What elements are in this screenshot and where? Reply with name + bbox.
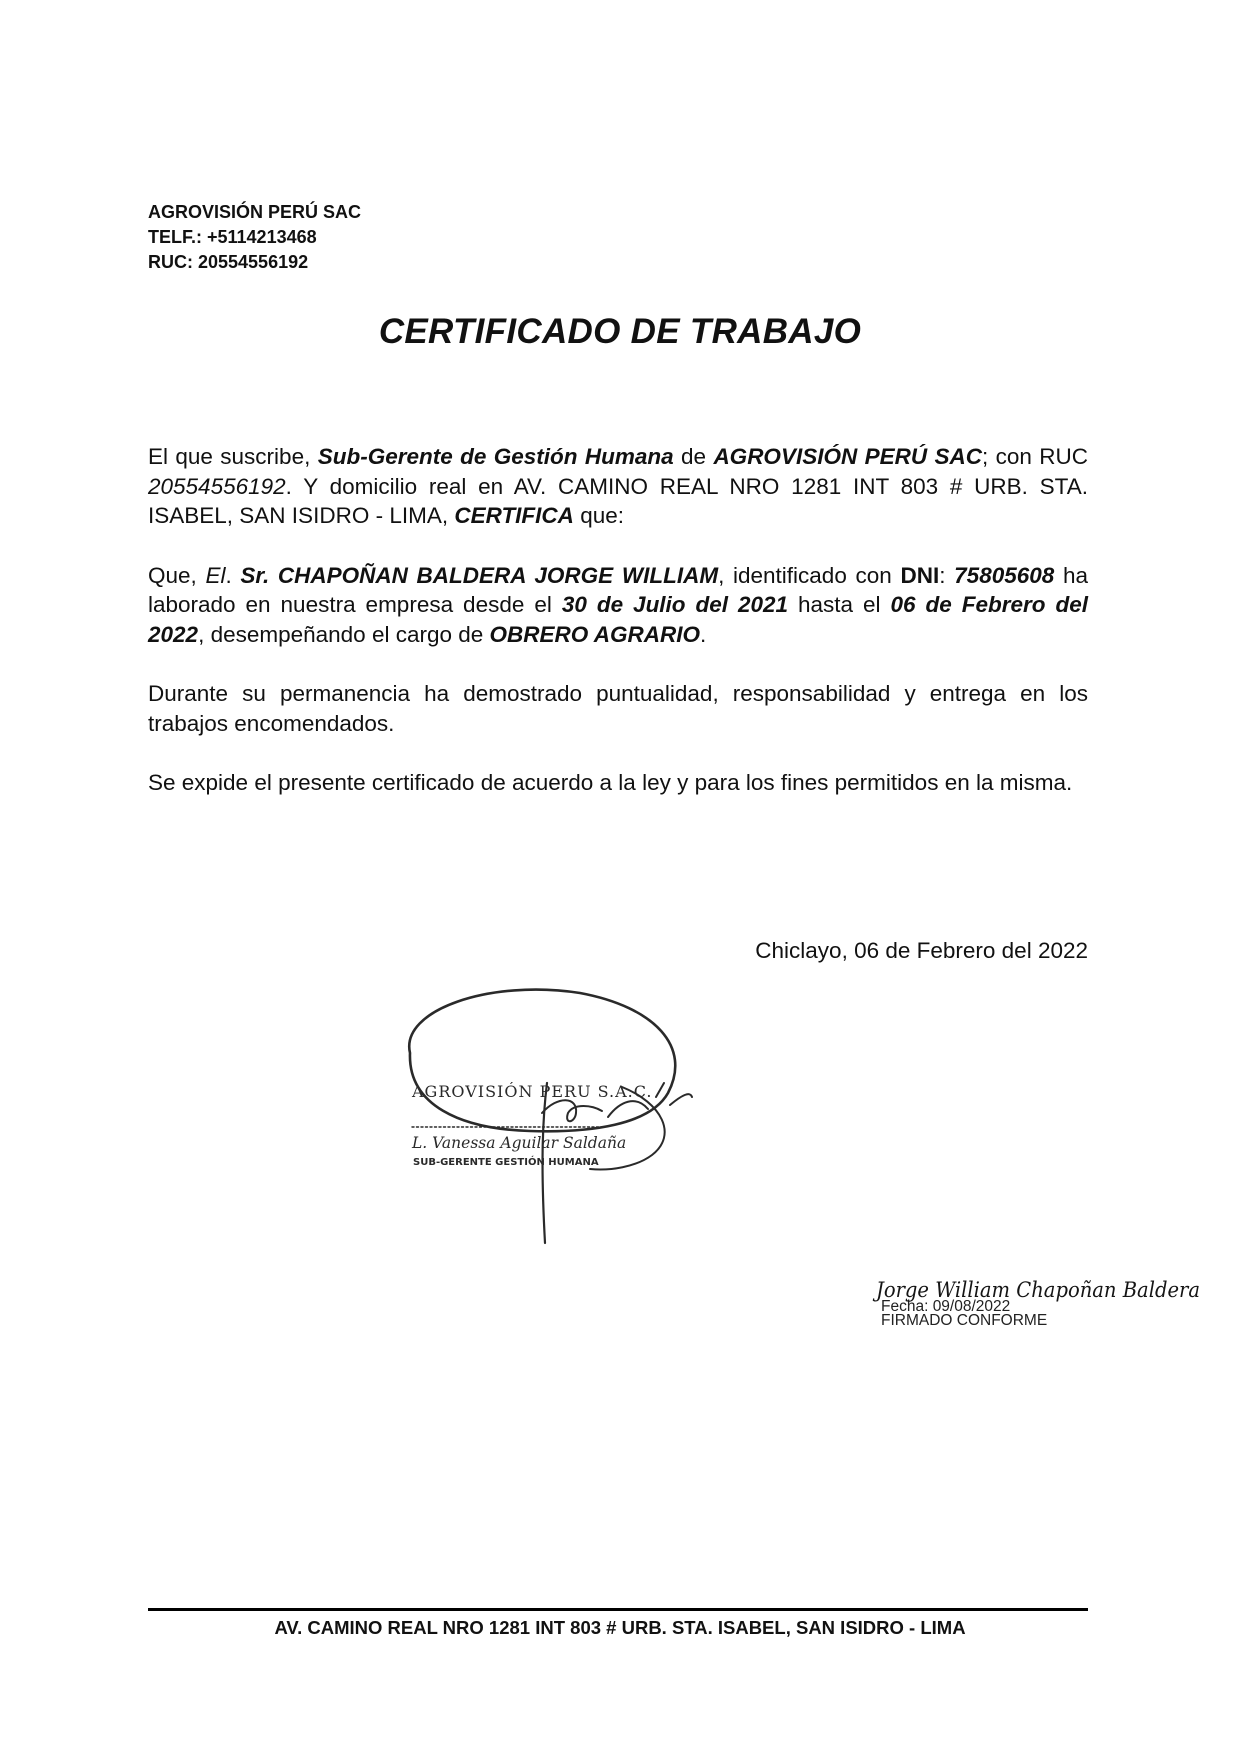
paragraph-intro: El que suscribe, Sub-Gerente de Gestión Humana de AGROVISIÓN PERÚ SAC; con RUC 20554556192. Y domicilio real en AV. CAMINO REAL NRO 1281 INT 803 # URB. STA. ISABEL, SAN ISIDRO - LIMA, CERTIFICA que:: [148, 444, 1089, 528]
signature-loop: [542, 1100, 602, 1121]
footer-address: AV. CAMINO REAL NRO 1281 INT 803 # URB. STA. ISABEL, SAN ISIDRO - LIMA: [274, 1617, 966, 1638]
paragraph-performance: Durante su permanencia ha demostrado puntualidad, responsabilidad y entrega en los trabajos encomendados.: [148, 681, 1088, 736]
certificate-body: [148, 442, 1088, 828]
worker-signature-block: [876, 1278, 1236, 1330]
start-date: 30 de Julio del 2021: [561, 592, 789, 617]
stamp-role: SUB-GERENTE GESTIÓN HUMANA: [413, 1157, 599, 1168]
company-inline: AGROVISIÓN PERÚ SAC: [713, 444, 982, 469]
signer-role: Sub-Gerente de Gestión Humana: [317, 444, 674, 469]
footer-divider: [148, 1608, 1088, 1611]
company-name: AGROVISIÓN PERÚ SAC: [148, 202, 362, 222]
worker-signature-name: Jorge William Chapoñan Baldera: [876, 1278, 1201, 1302]
end-date: 06 de Febrero del 2022: [148, 592, 1089, 647]
stamp-circle: [409, 990, 675, 1132]
ruc-inline: 20554556192: [148, 473, 286, 499]
company-stamp-signature: [400, 985, 700, 1260]
stamp-signer: L. Vanessa Aguilar Saldaña: [412, 1134, 627, 1152]
paragraph-closing: Se expide el presente certificado de acuerdo a la ley y para los fines permitidos en la misma.: [148, 770, 1073, 795]
document-title: CERTIFICADO DE TRABAJO: [378, 312, 862, 351]
signature-date: Fecha: 09/08/2022: [881, 1298, 1011, 1315]
signature-status: FIRMADO CONFORME: [881, 1312, 1048, 1329]
certifica-word: CERTIFICA: [454, 503, 574, 528]
job-position: OBRERO AGRARIO: [489, 621, 700, 647]
stamp-company: AGROVISIÓN PERU S.A.C.: [412, 1082, 653, 1101]
company-ruc: RUC: 20554556192: [148, 252, 309, 272]
employee-dni: 75805608: [954, 562, 1055, 588]
city-date: Chiclayo, 06 de Febrero del 2022: [755, 938, 1088, 963]
company-phone: TELF.: +5114213468: [148, 227, 317, 247]
company-header: [148, 200, 361, 275]
paragraph-employment: Que, El. Sr. CHAPOÑAN BALDERA JORGE WILLIAM, identificado con DNI: 75805608 ha laborado en nuestra empresa desde el 30 de Julio del 2021 hasta el 06 de Febrero del 2022, desempeñando el cargo de OBRERO AGRARIO.: [148, 562, 1089, 647]
employee-name: Sr. CHAPOÑAN BALDERA JORGE WILLIAM: [240, 562, 719, 588]
